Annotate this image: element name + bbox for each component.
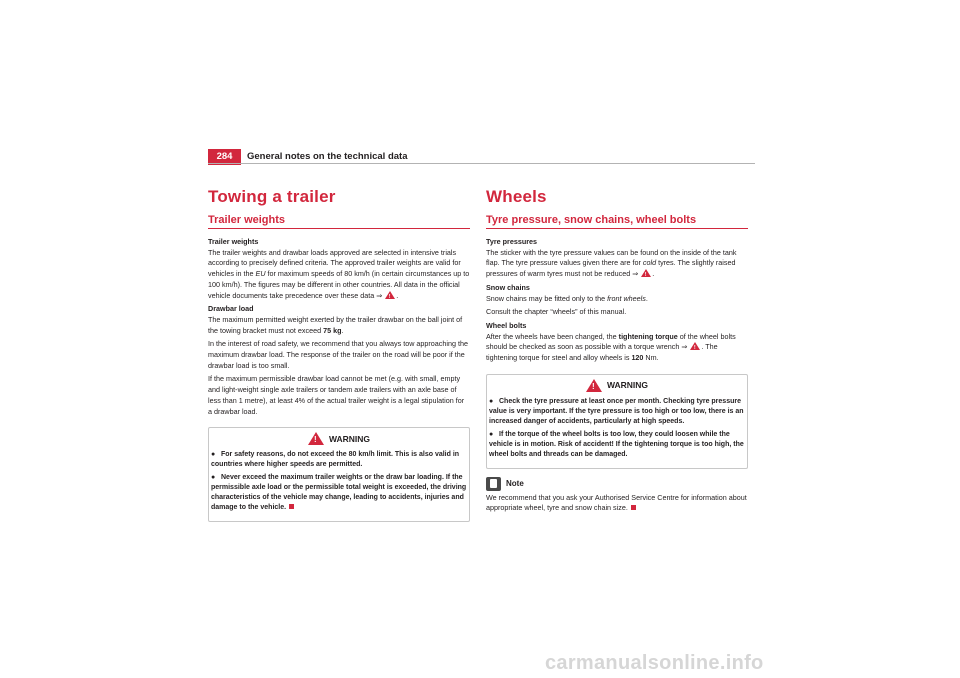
subheading-snow-chains: Snow chains	[486, 282, 530, 292]
header-rule	[208, 163, 755, 164]
running-header: General notes on the technical data	[247, 151, 408, 162]
warning-item: ● Never exceed the maximum trailer weights or the draw bar loading. If the permissible axle load or the permissible total weight is exceeded, the driving characteristics of the vehicle may change, leading to accidents, injuries and damage to the vehicle.	[211, 474, 467, 512]
watermark: carmanualsonline.info	[545, 652, 764, 674]
right-body	[486, 237, 748, 364]
warning-box-wheels	[486, 374, 748, 469]
paragraph-legal-stipulation: If the maximum permissible drawbar load cannot be met (e.g. with small, empty and light-weight single axle trailers or tandem axle trailers with an axle base of less than 1 metre), at least 4% of the actual trailer weight is a legal stipulation for a drawbar load.	[208, 374, 465, 416]
section-title-trailer-weights: Trailer weights	[208, 214, 470, 229]
subheading-trailer-weights: Trailer weights	[208, 237, 259, 246]
chapter-title-wheels: Wheels	[486, 187, 547, 206]
note-header: Note	[486, 477, 748, 491]
paragraph-drawbar-load: The maximum permitted weight exerted by the trailer drawbar on the ball joint of the towing bracket must not exceed 75 kg.	[208, 314, 463, 335]
left-body	[208, 237, 470, 417]
subheading-tyre-pressures: Tyre pressures	[486, 237, 538, 246]
section-title-tyre-pressure: Tyre pressure, snow chains, wheel bolts	[486, 214, 748, 229]
end-of-section-icon	[289, 504, 294, 509]
chapter-title-towing: Towing a trailer	[208, 187, 336, 206]
right-column	[486, 187, 748, 514]
page-number: 284	[208, 149, 241, 165]
warning-triangle-icon	[308, 432, 324, 445]
warning-ref-icon	[641, 269, 651, 277]
paragraph-trailer-weights: The trailer weights and drawbar loads approved are selected in intensive trials according to precisely defined criteria. The approved trailer weights are valid for vehicles in the EU for maximum speeds of 80 km/h (in certain circumstances up to 100 km/h). The figures may be different in other countries. All data in the official vehicle documents take precedence over these data ⇒ !.	[208, 248, 470, 302]
warning-ref-icon	[690, 342, 700, 350]
warning-header: ! WARNING	[211, 432, 467, 445]
warning-triangle-icon	[586, 379, 602, 392]
paragraph-snow-chains: Snow chains may be fitted only to the front wheels.	[486, 293, 648, 303]
warning-ref-icon	[385, 291, 395, 299]
paragraph-wheel-bolts: After the wheels have been changed, the tightening torque of the wheel bolts should be checked as soon as possible with a torque wrench ⇒ !. The tightening torque for steel and alloy wheels is 120 Nm.	[486, 332, 748, 364]
warning-item: ● Check the tyre pressure at least once per month. Checking tyre pressure value is very important. If the tyre pressure is too high or too low, there is an increased danger of accidents, particularly at high speeds.	[489, 397, 744, 425]
paragraph-road-safety: In the interest of road safety, we recommend that you always tow approaching the maximum drawbar load. The response of the trailer on the road will be poor if the drawbar load is too small.	[208, 339, 468, 370]
subheading-drawbar-load: Drawbar load	[208, 304, 254, 314]
paragraph-tyre-pressures: The sticker with the tyre pressure values can be found on the inside of the tank flap. The tyre pressure values given there are for cold tyres. The slightly raised pressures of warm tyres must not be reduced ⇒ !.	[486, 248, 748, 280]
left-column	[208, 187, 470, 522]
warning-item: ● If the torque of the wheel bolts is too low, they could loosen while the vehicle is in motion. Risk of accident! If the tightening torque is too high, the wheel bolts and threads can be damaged.	[489, 430, 744, 458]
warning-box-trailer	[208, 427, 470, 522]
note-text: We recommend that you ask your Authorised Service Centre for information about appropriate wheel, tyre and snow chain size.	[486, 492, 747, 513]
subheading-wheel-bolts: Wheel bolts	[486, 320, 527, 330]
end-of-section-icon	[631, 505, 636, 510]
note-icon	[486, 477, 501, 491]
warning-item: ● For safety reasons, do not exceed the 80 km/h limit. This is also valid in countries where higher speeds are permitted.	[211, 451, 460, 469]
paragraph-consult-chapter: Consult the chapter “wheels” of this manual.	[486, 307, 627, 317]
warning-header: ! WARNING	[489, 379, 745, 392]
